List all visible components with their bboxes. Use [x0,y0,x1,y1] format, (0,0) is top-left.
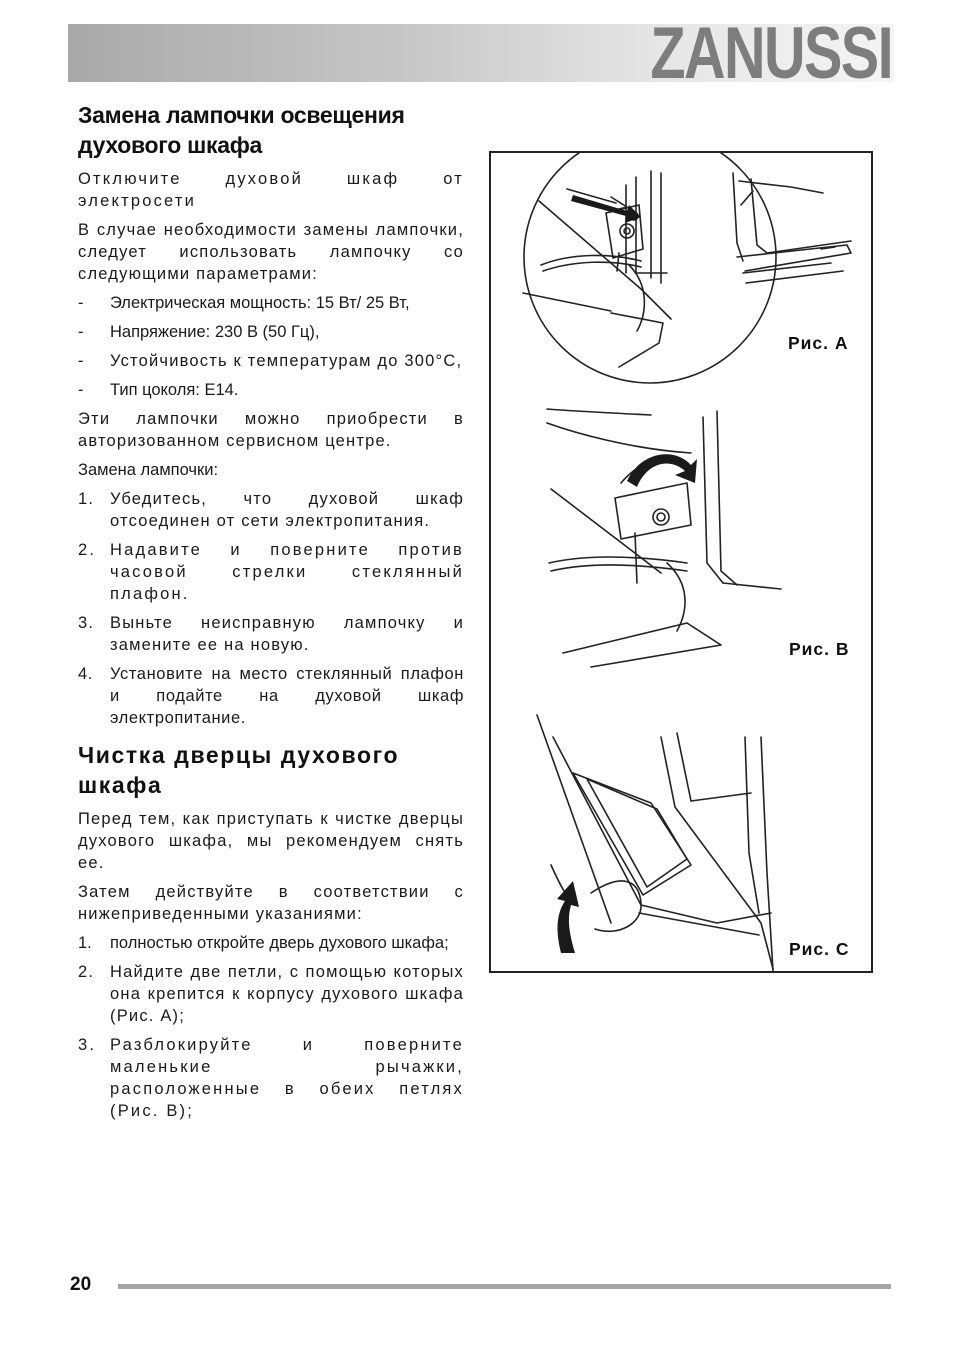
p-then: Затем действуйте в соответствии с нижеприведенными указаниями: [78,883,464,923]
figure-c-drawing [537,715,773,971]
brand-logo: ZANUSSI [650,12,892,95]
door-section-title [78,740,464,800]
footer-bar [118,1284,891,1289]
list-item: - Электрическая мощность: 15 Вт/ 25 Вт, [78,294,410,312]
p-replace: В случае необходимости замены лампочки, следует использовать лампочку со следующими параметрами: [78,221,464,283]
door-steps-list [78,932,464,1122]
list-item: - Тип цоколя: E14. [78,381,239,399]
p-buy: Эти лампочки можно приобрести в авторизованном сервисном центре. [78,410,464,450]
hinge-illustrations [491,153,871,971]
lamp-params-list [78,292,464,401]
figure-b-drawing [547,409,781,667]
lamp-steps-list [78,488,464,729]
list-item: 2. Надавите и поверните против часовой стрелки стеклянный плафон. [78,541,464,603]
p-steps-intro: Замена лампочки: [78,461,219,479]
list-item: 1. Убедитесь, что духовой шкаф отсоединен от сети электропитания. [78,490,464,530]
figure-c-label: Рис. C [789,939,850,959]
p-disconnect: Отключите духовой шкаф от электросети [78,170,464,210]
figure-a-label: Рис. A [788,333,849,353]
lamp-title-line1: Замена лампочки освещения [78,102,405,128]
list-item: 1. полностью откройте дверь духового шкафа; [78,934,449,952]
list-item: 2. Найдите две петли, с помощью которых она крепится к корпусу духового шкафа (Рис. A); [78,963,464,1025]
rotate-arrow-icon [627,454,697,487]
text-column [78,100,464,1129]
page-number: 20 [70,1274,92,1295]
figures-frame [489,151,873,973]
arrow-icon [571,195,641,223]
lamp-section-title [78,100,464,160]
figure-a-oven-edge [733,173,851,283]
list-item: - Устойчивость к температурам до 300°C, [78,352,463,370]
list-item: 3. Выньте неисправную лампочку и замените ее на новую. [78,614,464,654]
door-title-line1: Чистка дверцы духового [78,742,400,768]
door-title-line2: шкафа [78,772,163,798]
list-item: 4. Установите на место стеклянный плафон и подайте на духовой шкаф электропитание. [78,665,464,727]
figure-b-label: Рис. B [789,639,850,659]
lamp-title-line2: духового шкафа [78,132,263,158]
list-item: 3. Разблокируйте и поверните маленькие рычажки, расположенные в обеих петлях (Рис. B); [78,1036,464,1120]
list-item: - Напряжение: 230 В (50 Гц), [78,323,320,341]
lift-arrow-icon [557,881,579,953]
figure-a-drawing [523,153,776,383]
p-before: Перед тем, как приступать к чистке дверцы духового шкафа, мы рекомендуем снять ее. [78,810,464,872]
